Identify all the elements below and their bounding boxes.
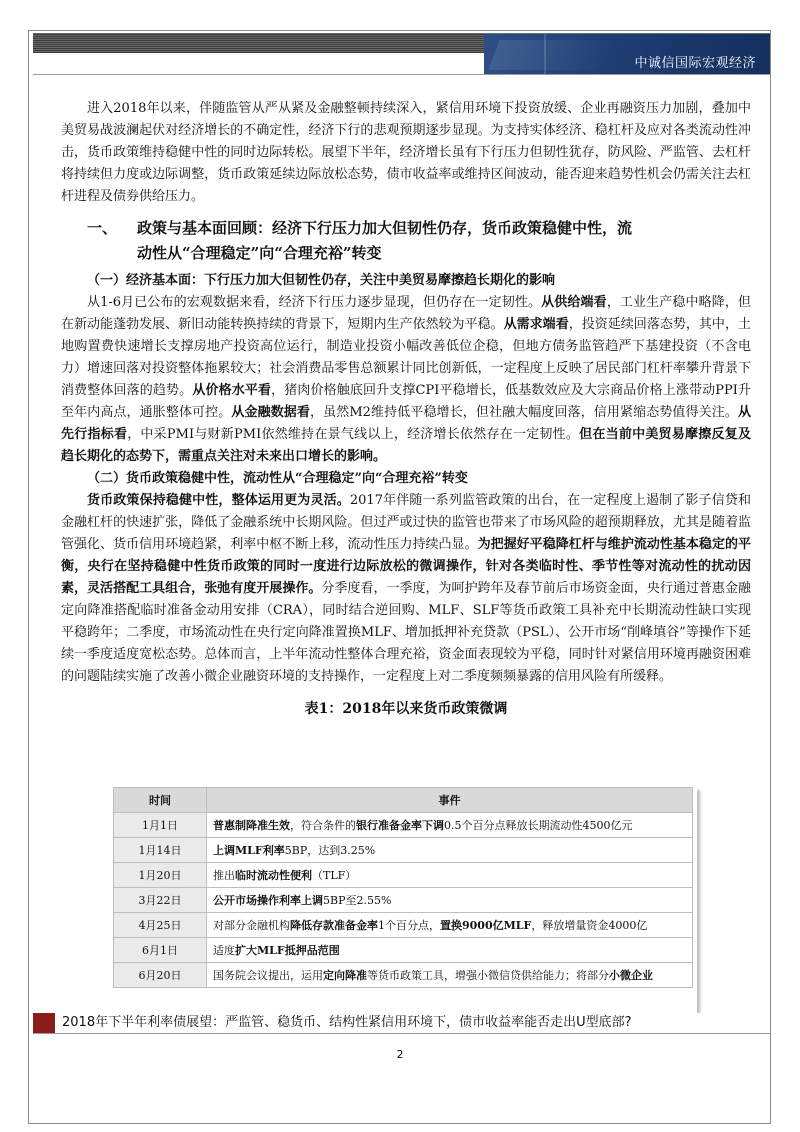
subsection-2-paragraph: 货币政策保持稳健中性，整体运用更为灵活。2017年伴随一系列监管政策的出台，在一定程度上遏制了影子信贷和金融杠杆的快速扩张，降低了金融系统中长期风险。但过严或过快的监管也带来了市场风险的超预期释放，尤其是随着监管强化、货币信用环境趋紧，利率中枢不断上移，流动性压力持续凸显。为把握好平稳降杠杆与维护流动性基本稳定的平衡，央行在坚持稳健中性货币政策的同时一度进行边际放松的微调操作，针对各类临时性、季节性等对流动性的扰动因素，灵活搭配工具组合，张弛有度开展操作。分季度看，一季度，为呵护跨年及春节前后市场资金面，央行通过普惠金融定向降准搭配临时准备金动用安排（CRA），同时结合逆回购、MLF、SLF等货币政策工具补充中长期流动性缺口实现平稳跨年；二季度，市场流动性在央行定向降准置换MLF、增加抵押补充贷款（PSL）、公开市场“削峰填谷”等操作下延续一季度适度宽松态势。总体而言，上半年流动性整体合理充裕，资金面表现较为平稳，同时针对紧信用环境再融资困难的问题陆续实施了改善小微企业融资环境的支持操作，一定程度上对二季度频频暴露的信用风险有所缓释。 (61, 493, 751, 684)
row-event: 适度扩大MLF抵押品范围 (207, 938, 693, 963)
column-header-event: 事件 (207, 788, 693, 813)
table-row (114, 913, 693, 938)
policy-table (113, 787, 693, 988)
subsection-2-heading: （二）货币政策稳健中性，流动性从“合理稳定”向“合理充裕”转变 (87, 471, 468, 486)
table-row (114, 838, 693, 863)
row-event: 普惠制降准生效，符合条件的银行准备金率下调0.5个百分点释放长期流动性4500亿元 (207, 813, 693, 838)
header-rule (33, 74, 770, 75)
report-body (61, 98, 751, 724)
footer-marker (33, 1013, 55, 1033)
row-date: 1月14日 (114, 838, 207, 863)
row-date: 1月1日 (114, 813, 207, 838)
page-number: 2 (396, 1048, 404, 1061)
section-1-title-line1: 政策与基本面回顾：经济下行压力加大但韧性仍存，货币政策稳健中性，流 (137, 219, 633, 237)
column-header-date: 时间 (114, 788, 207, 813)
row-event: 推出临时流动性便利（TLF） (207, 863, 693, 888)
row-date: 3月22日 (114, 888, 207, 913)
row-date: 1月20日 (114, 863, 207, 888)
section-1-heading (61, 216, 751, 266)
table-header-row (114, 788, 693, 813)
header-banner (484, 34, 770, 74)
row-event: 国务院会议提出，运用定向降准等货币政策工具，增强小微信贷供给能力；将部分小微企业 (207, 963, 693, 988)
section-1-title-line2: 动性从“合理稳定”向“合理充裕”转变 (137, 244, 382, 262)
table-row (114, 938, 693, 963)
row-event: 公开市场操作利率上调5BP至2.55% (207, 888, 693, 913)
row-date: 6月20日 (114, 963, 207, 988)
banner-decoration (489, 40, 620, 70)
footer-text: 2018年下半年利率债展望：严监管、稳货币、结构性紧信用环境下，债市收益率能否走出U型底部? (62, 1015, 632, 1030)
section-1-number: 一、 (87, 219, 118, 237)
table-row (114, 813, 693, 838)
row-event: 对部分金融机构降低存款准备金率1个百分点，置换9000亿MLF，释放增量资金4000亿 (207, 913, 693, 938)
subsection-1-paragraph: 从1-6月已公布的宏观数据来看，经济下行压力逐步显现，但仍存在一定韧性。从供给端看，工业生产稳中略降，但在新动能蓬勃发展、新旧动能转换持续的背景下，短期内生产依然较为平稳。从需求端看，投资延续回落态势，其中，土地购置费快速增长支撑房地产投资高位运行，制造业投资小幅改善低位企稳，但地方债务监管趋严下基建投资（不含电力）增速回落对投资整体拖累较大；社会消费品零售总额累计同比创新低，一定程度上反映了居民部门杠杆率攀升背景下消费整体回落的趋势。从价格水平看，猪肉价格触底回升支撑CPI平稳增长，低基数效应及大宗商品价格上涨带动PPI升至年内高点，通胀整体可控。从金融数据看，虽然M2维持低平稳增长，但社融大幅度回落，信用紧缩态势值得关注。从先行指标看，中采PMI与财新PMI依然维持在景气线以上，经济增长依然存在一定韧性。但在当前中美贸易摩擦反复及趋长期化的态势下，需重点关注对未来出口增长的影响。 (61, 295, 751, 464)
table-row (114, 888, 693, 913)
row-event: 上调MLF利率5BP，达到3.25% (207, 838, 693, 863)
footer-rule (33, 1033, 770, 1034)
table-row (114, 963, 693, 988)
row-date: 4月25日 (114, 913, 207, 938)
table-caption: 表1：2018年以来货币政策微调 (304, 701, 508, 717)
subsection-1-heading: （一）经济基本面：下行压力加大但韧性仍存，关注中美贸易摩擦趋长期化的影响 (87, 273, 556, 288)
row-date: 6月1日 (114, 938, 207, 963)
intro-paragraph: 进入2018年以来，伴随监管从严从紧及金融整顿持续深入，紧信用环境下投资放缓、企业再融资压力加剧，叠加中美贸易战波澜起伏对经济增长的不确定性，经济下行的悲观预期逐步显现。为支持实体经济、稳杠杆及应对各类流动性冲击，货币政策维持稳健中性的同时边际转松。展望下半年，经济增长虽有下行压力但韧性犹存，防风险、严监管、去杠杆将持续但力度或边际调整，货币政策延续边际放松态势，债市收益率或维持区间波动，能否迎来趋势性机会仍需关注去杠杆进程及债券供给压力。 (61, 101, 751, 204)
banner-decoration-line (544, 34, 546, 74)
header-title: 中诚信国际宏观经济 (634, 56, 756, 71)
table-row (114, 863, 693, 888)
